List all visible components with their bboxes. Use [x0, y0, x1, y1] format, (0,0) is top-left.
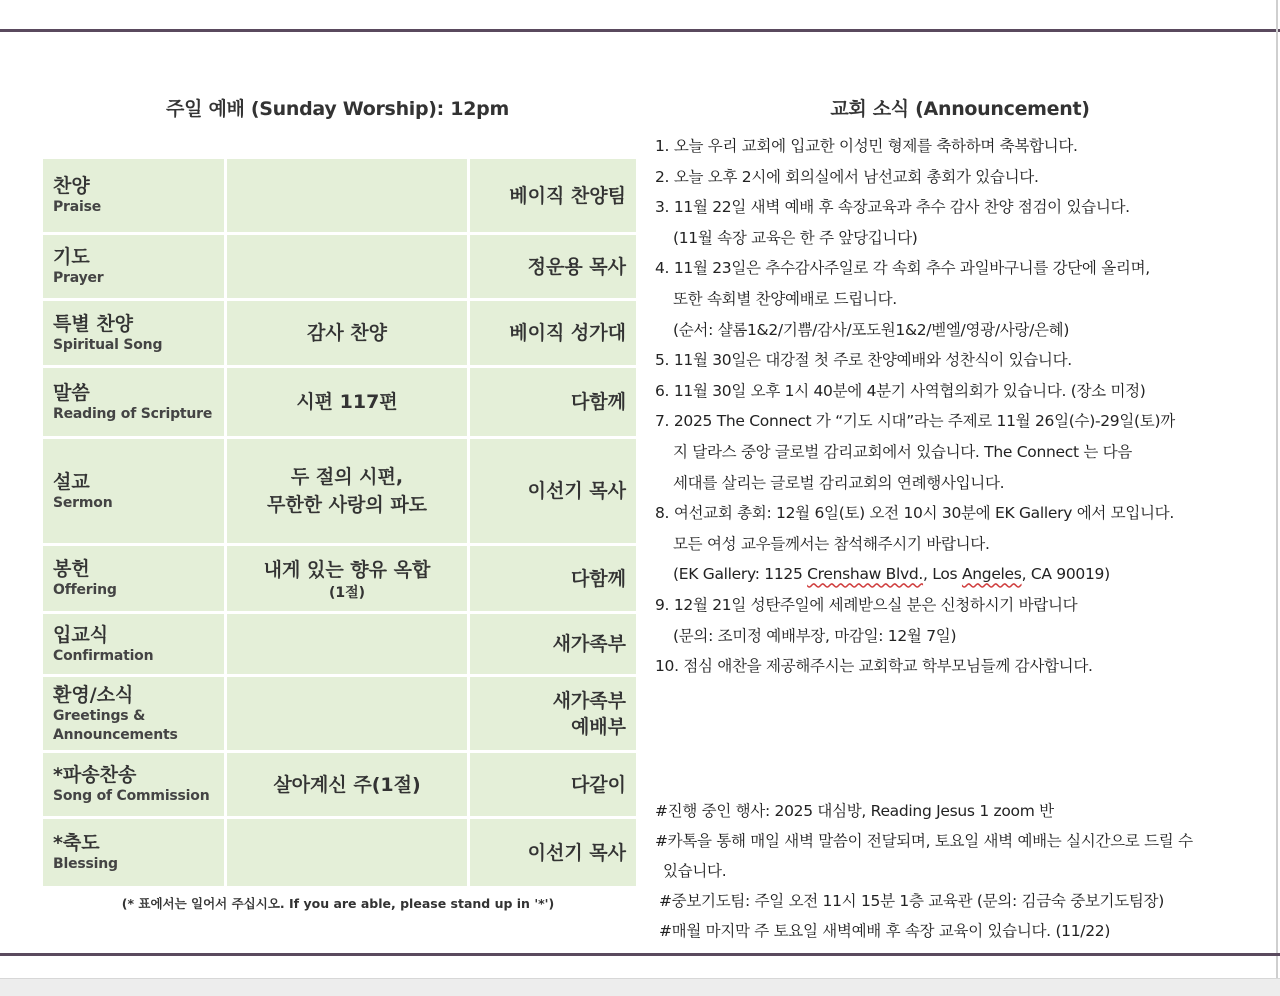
list-item: 7. 2025 The Connect 가 “기도 시대”라는 주제로 11월 26일(수)-29일(토)까 — [655, 412, 1175, 431]
list-item: #진행 중인 행사: 2025 대심방, Reading Jesus 1 zoom 반 — [655, 802, 1054, 820]
page-bottom-margin — [0, 978, 1280, 996]
item-english: Spiritual Song — [53, 336, 163, 353]
list-item: 4. 11월 23일은 추수감사주일로 각 속회 추수 과일바구니를 강단에 올리며, — [655, 259, 1150, 278]
item-english: Sermon — [53, 494, 113, 511]
list-item: 2. 오늘 오후 2시에 회의실에서 남선교회 총회가 있습니다. — [655, 167, 1039, 186]
worship-item — [42, 438, 226, 545]
item-leader: 다함께 — [469, 367, 638, 438]
item-korean: 특별 찬양 — [53, 312, 134, 335]
list-item: 9. 12월 21일 성탄주일에 세례받으실 분은 신청하시기 바랍니다 — [655, 595, 1078, 614]
item-korean: 입교식 — [53, 623, 109, 646]
list-item — [655, 559, 1265, 590]
list-item: #매월 마지막 주 토요일 새벽예배 후 속장 교육이 있습니다. (11/22) — [659, 922, 1111, 940]
worship-title: 주일 예배 (Sunday Worship): 12pm — [166, 98, 509, 120]
item-korean: *파송찬송 — [53, 764, 137, 786]
list-item: (문의: 조미정 예배부장, 마감일: 12월 7일) — [673, 626, 957, 645]
list-item: (11월 속장 교육은 한 주 앞당깁니다) — [673, 228, 918, 247]
item-leader: 베이직 찬양팀 — [469, 158, 638, 234]
list-item: #카톡을 통해 매일 새벽 말씀이 전달되며, 토요일 새벽 예배는 실시간으로 드릴 수 — [655, 832, 1193, 850]
ongoing-events-list — [655, 796, 1265, 946]
item-leader: 이선기 목사 — [469, 818, 638, 888]
content-line: 무한한 사랑의 파도 — [266, 494, 428, 516]
worship-item — [42, 234, 226, 300]
worship-order-table — [40, 156, 639, 889]
worship-item — [42, 367, 226, 438]
item-korean: 찬양 — [53, 175, 90, 197]
worship-item — [42, 545, 226, 613]
worship-item — [42, 300, 226, 367]
announcement-list — [655, 131, 1265, 682]
item-content — [226, 234, 469, 300]
table-row — [42, 752, 638, 818]
list-item: 3. 11월 22일 새벽 예배 후 속장교육과 추수 감사 찬양 점검이 있습니다. — [655, 198, 1130, 217]
content-note: (1절) — [328, 584, 366, 601]
item-content — [226, 818, 469, 888]
item-english: Greetings & — [53, 707, 146, 724]
list-item: 있습니다. — [663, 862, 727, 880]
item-korean: 봉헌 — [53, 558, 90, 580]
list-item: (순서: 샬롬1&2/기쁨/감사/포도원1&2/벧엘/영광/사랑/은혜) — [673, 320, 1070, 339]
item-leader: 다함께 — [469, 545, 638, 613]
list-item: 1. 오늘 우리 교회에 입교한 이성민 형제를 축하하며 축복합니다. — [655, 137, 1078, 155]
item-english: Offering — [53, 582, 117, 598]
list-item: 세대를 살리는 글로벌 감리교회의 연례행사입니다. — [673, 473, 1005, 492]
list-item: 10. 점심 애찬을 제공해주시는 교회학교 학부모님들께 감사합니다. — [655, 657, 1093, 676]
table-row — [42, 438, 638, 545]
item-content — [226, 545, 469, 613]
top-rule — [0, 29, 1280, 32]
table-row — [42, 300, 638, 367]
list-item: 지 달라스 중앙 글로벌 감리교회에서 있습니다. The Connect 는 다음 — [673, 442, 1132, 461]
worship-item — [42, 752, 226, 818]
address-text: (EK Gallery: 1125 — [673, 565, 808, 584]
content-line: 내게 있는 향유 옥합 — [263, 558, 431, 581]
standing-footnote: (* 표에서는 일어서 주십시오. If you are able, please stand up in '*') — [121, 896, 555, 911]
item-korean: 환영/소식 — [53, 683, 134, 706]
item-leader: 새가족부 — [469, 613, 638, 676]
list-item: #중보기도팀: 주일 오전 11시 15분 1층 교육관 (문의: 김금숙 중보기도팀장) — [659, 892, 1164, 910]
item-content — [226, 438, 469, 545]
list-item: 8. 여선교회 총회: 12월 6일(토) 오전 10시 30분에 EK Gallery 에서 모입니다. — [655, 504, 1174, 523]
item-korean: *축도 — [53, 832, 100, 854]
address-text: , CA 90019) — [1021, 565, 1110, 584]
leader-line: 예배부 — [570, 715, 626, 738]
page-edge — [1276, 0, 1278, 995]
address-city: Angeles — [961, 565, 1022, 584]
list-item: 또한 속회별 찬양예배로 드립니다. — [673, 289, 897, 308]
item-english: Announcements — [53, 726, 178, 743]
list-item: 모든 여성 교우들께서는 참석해주시기 바랍니다. — [673, 534, 990, 553]
item-english: Blessing — [53, 856, 118, 872]
worship-item — [42, 613, 226, 676]
address-text: , Los — [923, 565, 962, 584]
item-english: Song of Commission — [53, 788, 210, 804]
list-item: 5. 11월 30일은 대강절 첫 주로 찬양예배와 성찬식이 있습니다. — [655, 351, 1072, 370]
content-line: 두 절의 시편, — [290, 466, 404, 488]
table-row — [42, 158, 638, 234]
bottom-rule — [0, 953, 1280, 956]
item-english: Prayer — [53, 270, 104, 286]
announcement-title: 교회 소식 (Announcement) — [830, 98, 1090, 120]
worship-item — [42, 158, 226, 234]
table-row — [42, 613, 638, 676]
table-row — [42, 676, 638, 752]
item-korean: 설교 — [53, 470, 90, 493]
item-leader: 이선기 목사 — [469, 438, 638, 545]
item-leader: 정운용 목사 — [469, 234, 638, 300]
item-content: 감사 찬양 — [226, 300, 469, 367]
table-row — [42, 367, 638, 438]
item-korean: 기도 — [53, 246, 90, 268]
address-street: Crenshaw Blvd. — [807, 565, 924, 584]
item-content — [226, 676, 469, 752]
item-korean: 말씀 — [53, 381, 90, 404]
item-english: Reading of Scripture — [53, 405, 213, 422]
item-leader: 다같이 — [469, 752, 638, 818]
item-content — [226, 158, 469, 234]
item-content: 시편 117편 — [226, 367, 469, 438]
table-row — [42, 545, 638, 613]
table-row — [42, 818, 638, 888]
item-content: 살아계신 주(1절) — [226, 752, 469, 818]
item-leader: 베이직 성가대 — [469, 300, 638, 367]
list-item: 6. 11월 30일 오후 1시 40분에 4분기 사역협의회가 있습니다. (장소 미정) — [655, 381, 1146, 400]
worship-item — [42, 676, 226, 752]
item-english: Confirmation — [53, 647, 154, 664]
leader-line: 새가족부 — [552, 689, 626, 712]
worship-item — [42, 818, 226, 888]
item-english: Praise — [53, 199, 102, 215]
item-content — [226, 613, 469, 676]
item-leader — [469, 676, 638, 752]
table-row — [42, 234, 638, 300]
